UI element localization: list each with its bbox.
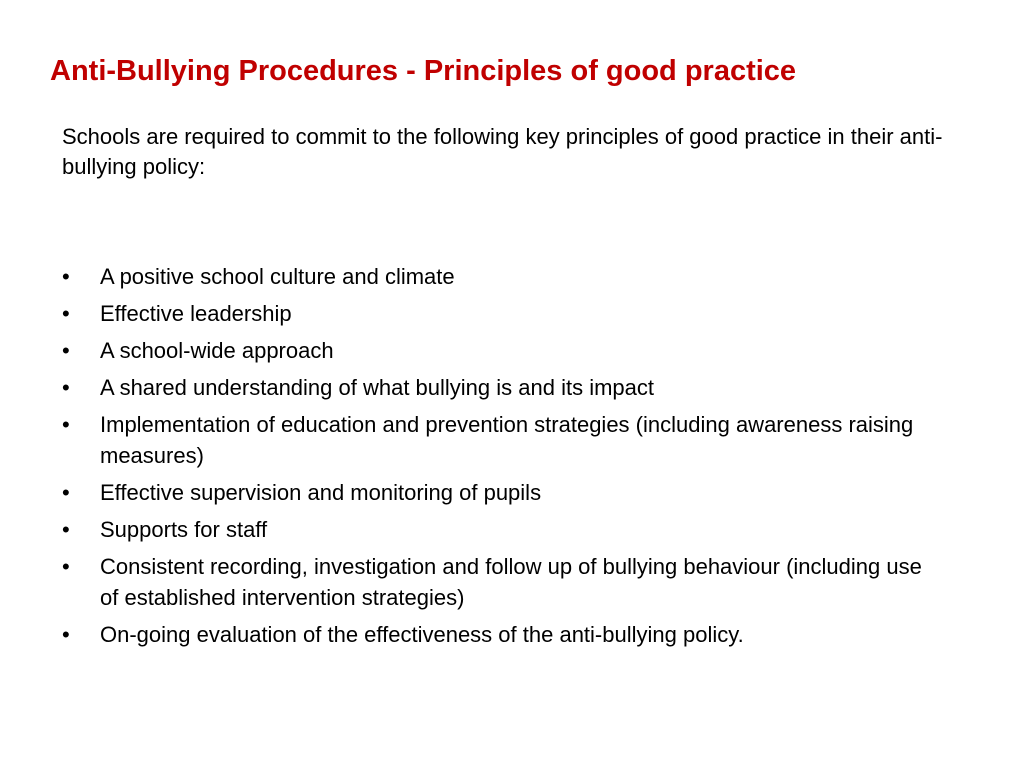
- bullet-icon: •: [62, 338, 70, 363]
- bullet-icon: •: [62, 264, 70, 289]
- list-item-text: Consistent recording, investigation and follow up of bullying behaviour (including use of established intervention strategies): [100, 554, 922, 610]
- slide-title: Anti-Bullying Procedures - Principles of good practice: [50, 55, 797, 87]
- bullet-icon: •: [62, 517, 70, 542]
- list-item-text: A school-wide approach: [100, 338, 334, 363]
- list-item: [62, 619, 942, 650]
- bullet-icon: •: [62, 412, 70, 437]
- list-item-text: Effective leadership: [100, 301, 292, 326]
- list-item: [62, 372, 942, 403]
- list-item: [62, 335, 942, 366]
- list-item-text: A shared understanding of what bullying is and its impact: [100, 375, 654, 400]
- list-item-text: Implementation of education and prevention strategies (including awareness raising measures): [100, 412, 914, 468]
- intro-paragraph: Schools are required to commit to the following key principles of good practice in their anti-bullying policy:: [62, 124, 943, 179]
- bullet-icon: •: [62, 301, 70, 326]
- list-item-text: A positive school culture and climate: [100, 264, 455, 289]
- list-item: [62, 551, 942, 613]
- principles-list: [62, 261, 942, 656]
- list-item-text: On-going evaluation of the effectiveness of the anti-bullying policy.: [100, 622, 744, 647]
- bullet-icon: •: [62, 480, 70, 505]
- list-item: [62, 409, 942, 471]
- list-item: [62, 261, 942, 292]
- bullet-icon: •: [62, 375, 70, 400]
- list-item-text: Supports for staff: [100, 517, 268, 542]
- bullet-icon: •: [62, 622, 70, 647]
- list-item: [62, 477, 942, 508]
- list-item: [62, 298, 942, 329]
- list-item: [62, 514, 942, 545]
- list-item-text: Effective supervision and monitoring of pupils: [100, 480, 542, 505]
- bullet-icon: •: [62, 554, 70, 579]
